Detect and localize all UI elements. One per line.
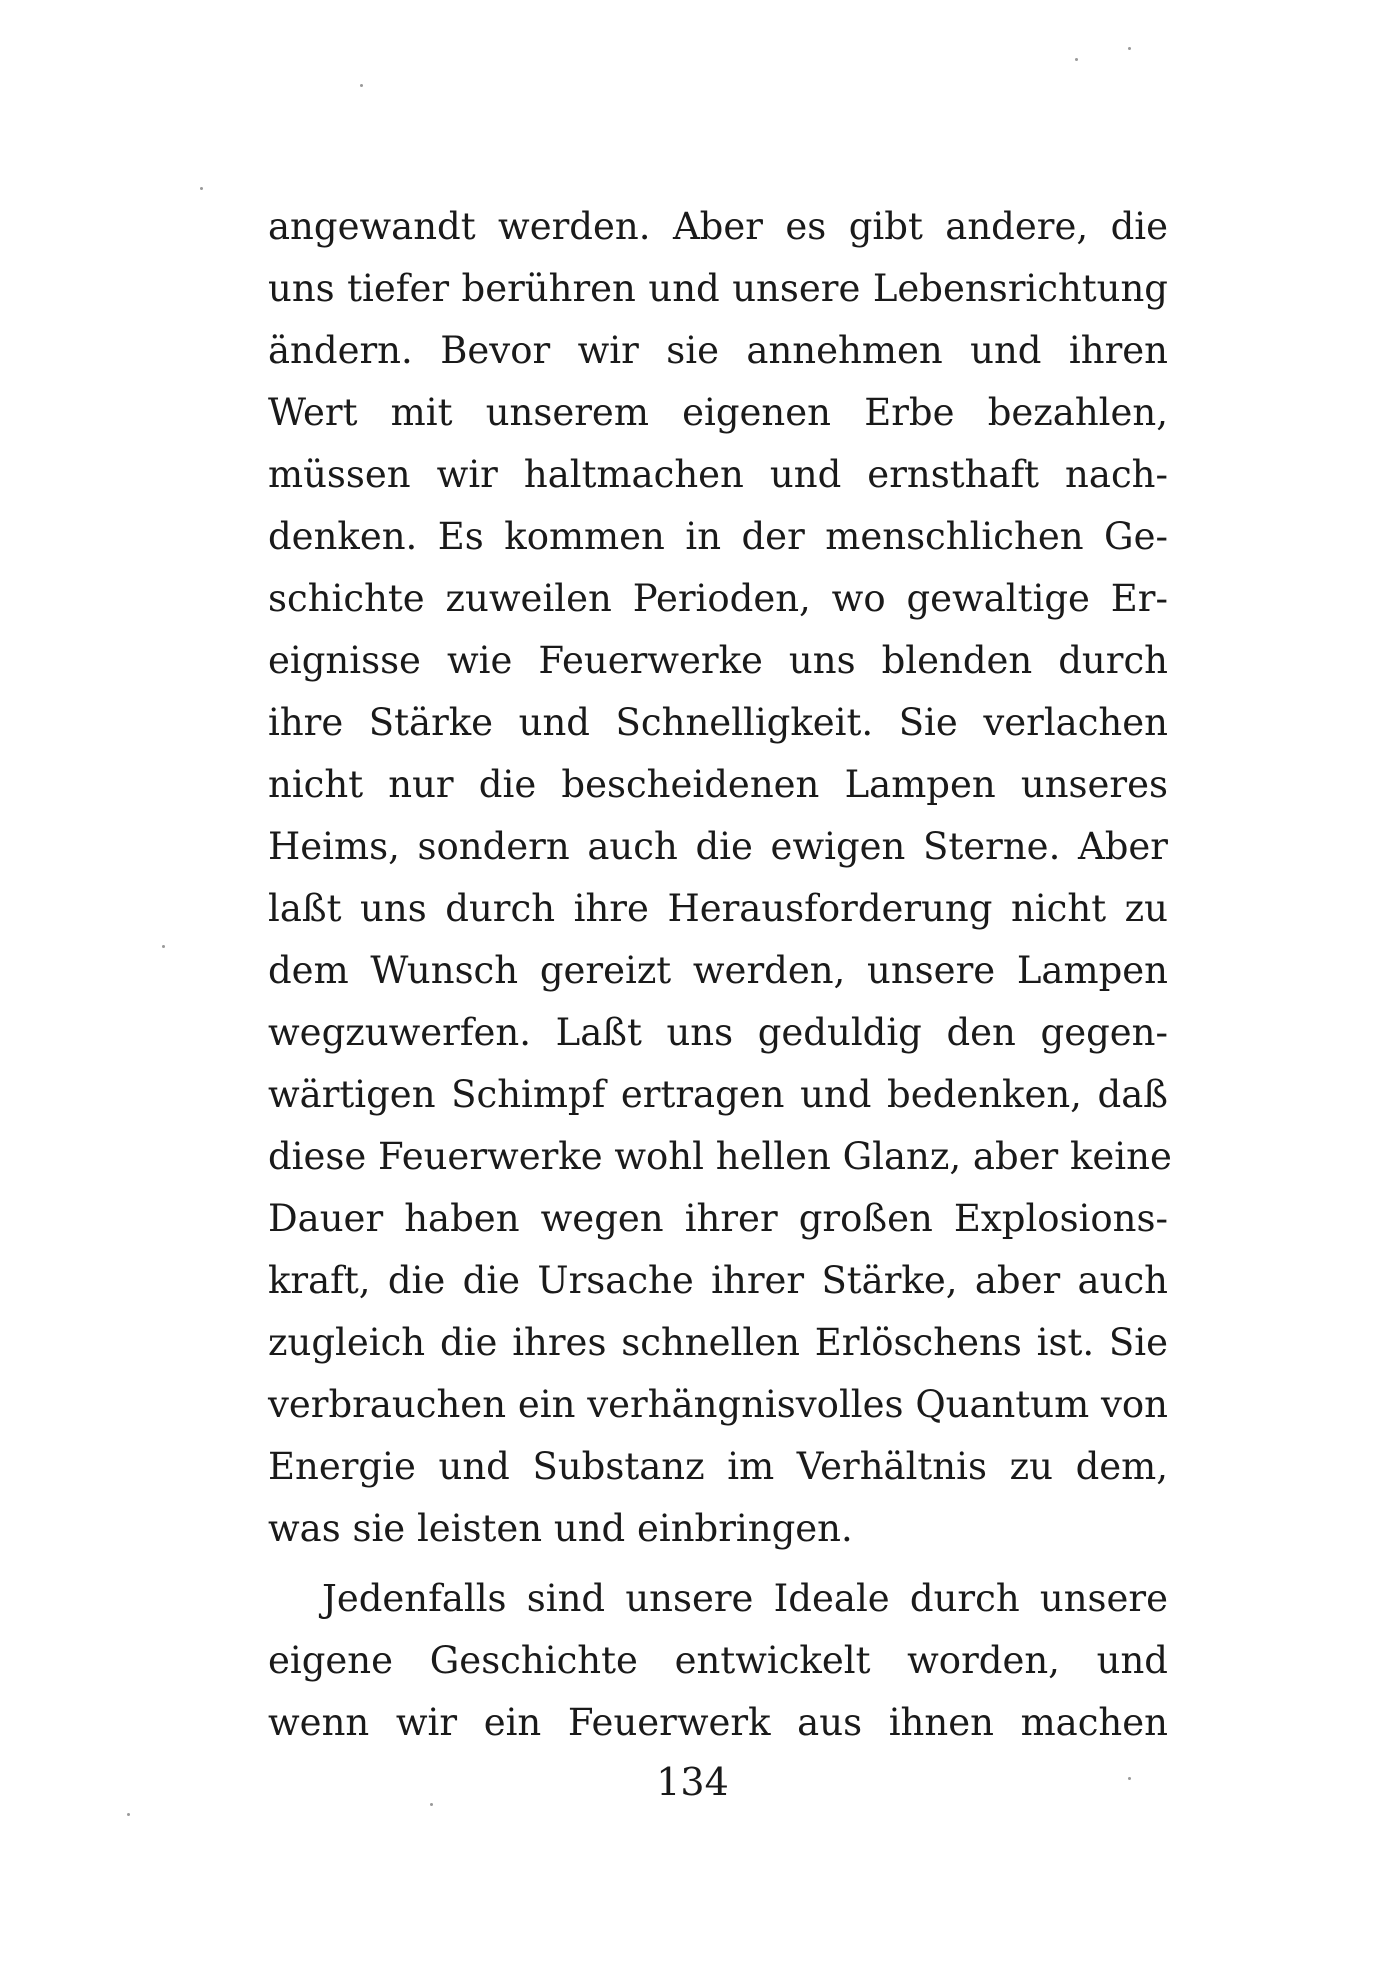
paragraph-gap	[268, 1560, 1168, 1568]
paper-speck	[1128, 1777, 1131, 1780]
text-line: Energie und Substanz im Verhältnis zu dem,	[268, 1445, 1168, 1488]
paper-speck	[1128, 47, 1131, 50]
paper-speck	[430, 1803, 433, 1806]
text-line: Heims, sondern auch die ewigen Sterne. Aber	[268, 825, 1168, 868]
text-line: uns tiefer berühren und unsere Lebensrichtung	[268, 267, 1168, 310]
paper-speck	[200, 187, 203, 190]
text-line: diese Feuerwerke wohl hellen Glanz, aber keine	[268, 1135, 1172, 1178]
text-line: kraft, die die Ursache ihrer Stärke, aber auch	[268, 1259, 1168, 1302]
text-line: eigene Geschichte entwickelt worden, und	[268, 1639, 1168, 1682]
text-line: laßt uns durch ihre Herausforderung nicht zu	[268, 887, 1168, 930]
paper-speck	[127, 1813, 130, 1816]
text-line: angewandt werden. Aber es gibt andere, die	[268, 205, 1168, 248]
text-line: wärtigen Schimpf ertragen und bedenken, daß	[268, 1073, 1168, 1116]
text-line: wenn wir ein Feuerwerk aus ihnen machen	[268, 1701, 1168, 1744]
text-line: Wert mit unserem eigenen Erbe bezahlen,	[268, 391, 1168, 434]
text-line: verbrauchen ein verhängnisvolles Quantum von	[268, 1383, 1168, 1426]
paper-speck	[360, 84, 363, 87]
page-number: 134	[656, 1760, 729, 1804]
text-line: Jedenfalls sind unsere Ideale durch unsere	[322, 1577, 1168, 1620]
text-line: zugleich die ihres schnellen Erlöschens ist. Sie	[268, 1321, 1168, 1364]
text-line: ändern. Bevor wir sie annehmen und ihren	[268, 329, 1168, 372]
text-line: wegzuwerfen. Laßt uns geduldig den gegen-	[268, 1011, 1168, 1054]
text-line: eignisse wie Feuerwerke uns blenden durch	[268, 639, 1168, 682]
text-line: denken. Es kommen in der menschlichen Ge-	[268, 515, 1168, 558]
text-line: müssen wir haltmachen und ernsthaft nach-	[268, 453, 1168, 496]
paragraph-1	[268, 196, 1172, 1560]
text-line: was sie leisten und einbringen.	[268, 1507, 853, 1550]
text-line: nicht nur die bescheidenen Lampen unseres	[268, 763, 1168, 806]
body-text	[268, 196, 1172, 1754]
paper-speck	[1075, 58, 1078, 61]
paragraph-2	[268, 1568, 1168, 1754]
text-line: ihre Stärke und Schnelligkeit. Sie verlachen	[268, 701, 1168, 744]
text-line: dem Wunsch gereizt werden, unsere Lampen	[268, 949, 1168, 992]
text-line: schichte zuweilen Perioden, wo gewaltige Er-	[268, 577, 1168, 620]
paper-speck	[162, 945, 165, 948]
text-line: Dauer haben wegen ihrer großen Explosions-	[268, 1197, 1168, 1240]
